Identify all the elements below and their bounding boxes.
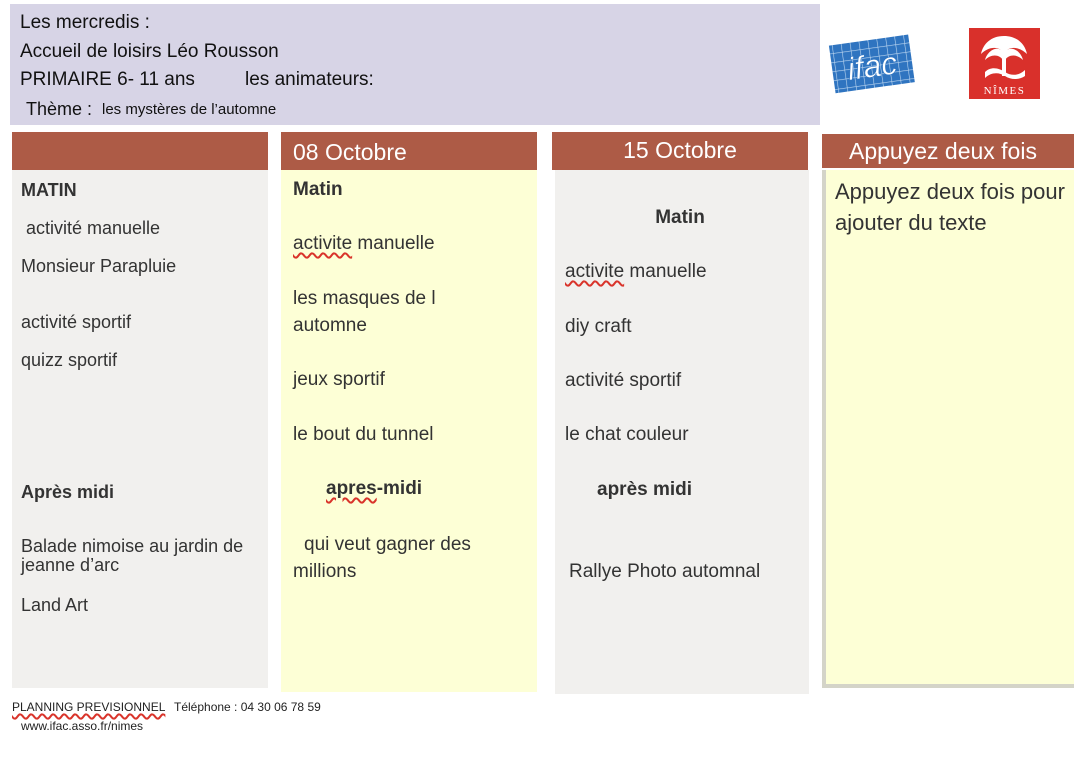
column-header-1 xyxy=(12,132,268,170)
title-line-accueil: Accueil de loisirs Léo Rousson xyxy=(20,41,279,62)
col3-activite-manuelle xyxy=(565,261,707,283)
col3-activite-sportif: activité sportif xyxy=(565,370,682,391)
title-line-primaire: PRIMAIRE 6- 11 ans xyxy=(20,69,195,90)
col1-land-art: Land Art xyxy=(21,595,89,615)
col1-activite-sportif: activité sportif xyxy=(21,312,132,332)
column-3 xyxy=(555,170,809,694)
col2-matin: Matin xyxy=(293,179,343,200)
nimes-logo xyxy=(969,28,1040,99)
column-header-4[interactable] xyxy=(822,134,1074,168)
col3-apres-midi: après midi xyxy=(597,479,693,500)
theme-value: les mystères de l’automne xyxy=(102,101,277,118)
col1-activite-manuelle: activité manuelle xyxy=(26,218,161,238)
col3-manuelle-word: manuelle xyxy=(624,261,707,282)
animateurs-label: les animateurs: xyxy=(245,69,374,90)
col2-activite-word: activite xyxy=(293,233,353,254)
col2-apres-midi xyxy=(326,478,422,500)
col2-activite-manuelle xyxy=(293,233,435,255)
svg-text:NÎMES: NÎMES xyxy=(983,85,1026,97)
svg-text:ifac: ifac xyxy=(844,44,900,88)
col2-midi-word: -midi xyxy=(376,478,423,499)
col4-body-placeholder[interactable]: Appuyez deux fois pour ajouter du texte xyxy=(835,179,1065,235)
theme-label: Thème : xyxy=(26,99,93,119)
footer-planning xyxy=(12,700,165,714)
col3-activite-word: activite xyxy=(565,261,625,282)
column-4[interactable] xyxy=(822,170,1074,688)
footer-phone: Téléphone : 04 30 06 78 59 xyxy=(174,700,321,714)
column-2 xyxy=(281,170,537,692)
col3-diy-craft: diy craft xyxy=(565,316,632,337)
title-line-mercredis: Les mercredis : xyxy=(20,12,150,33)
col3-date: 15 Octobre xyxy=(623,137,737,163)
col3-chat-couleur: le chat couleur xyxy=(565,424,689,445)
ifac-logo xyxy=(826,30,916,100)
col1-apres-midi: Après midi xyxy=(21,482,115,502)
col1-monsieur-parapluie: Monsieur Parapluie xyxy=(21,256,177,276)
col2-bout-du-tunnel: le bout du tunnel xyxy=(293,424,434,445)
col2-manuelle-word: manuelle xyxy=(352,233,435,254)
column-header-2 xyxy=(281,132,537,170)
footer-planning-text: PLANNING PREVISIONNEL xyxy=(12,700,166,714)
footer-url: www.ifac.asso.fr/nimes xyxy=(21,719,144,733)
col2-qui-veut-gagner: qui veut gagner des millions xyxy=(293,534,471,582)
column-1 xyxy=(12,170,268,688)
title-banner xyxy=(10,4,820,125)
column-header-3 xyxy=(552,132,808,170)
col3-rallye-photo: Rallye Photo automnal xyxy=(569,561,761,582)
col2-apres-word: apres xyxy=(326,478,377,499)
col3-matin: Matin xyxy=(655,207,705,228)
col1-balade: Balade nimoise au jardin de jeanne d’arc xyxy=(21,536,244,575)
col4-header-placeholder[interactable]: Appuyez deux fois xyxy=(849,138,1037,164)
col1-matin: MATIN xyxy=(21,180,77,200)
col1-quizz-sportif: quizz sportif xyxy=(21,350,118,370)
col2-date: 08 Octobre xyxy=(293,139,407,165)
col2-jeux-sportif: jeux sportif xyxy=(293,369,385,390)
col2-masques: les masques de l automne xyxy=(293,288,436,336)
